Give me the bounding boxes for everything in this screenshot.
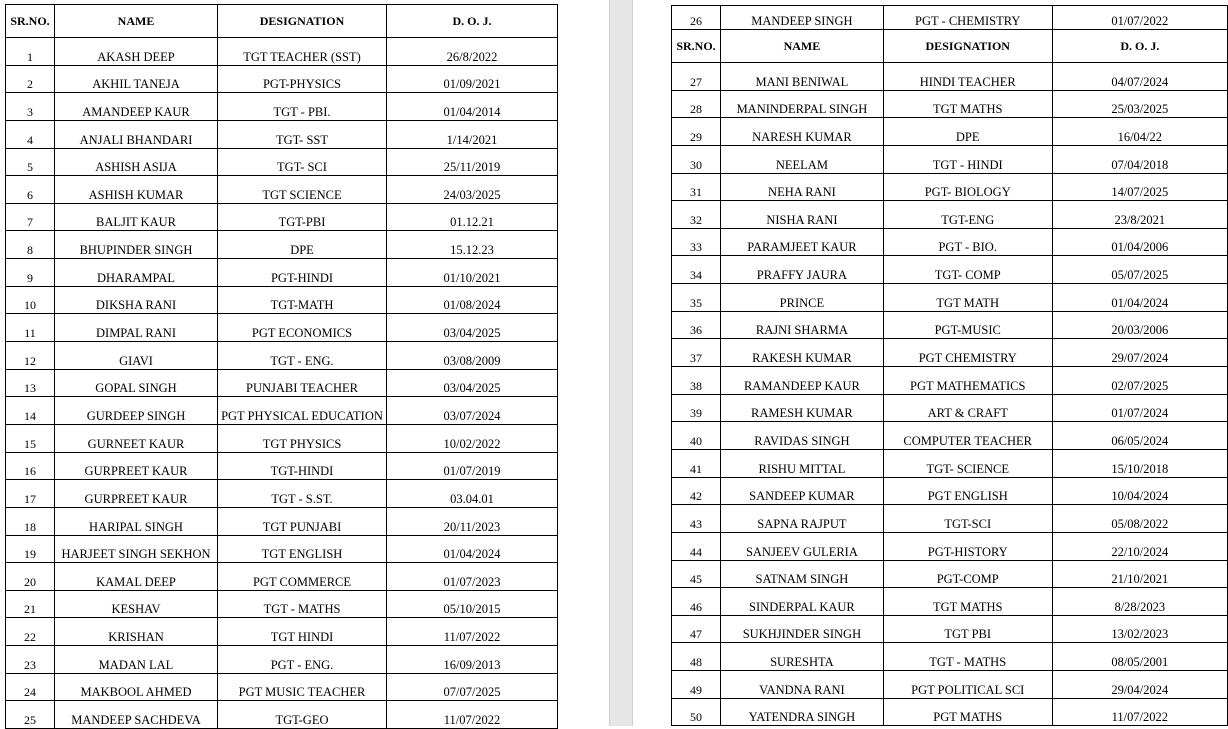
cell-name: GURPREET KAUR (55, 452, 218, 480)
cell-name: VANDNA RANI (720, 671, 883, 699)
cell-name: SAPNA RAJPUT (720, 505, 883, 533)
cell-doj: 01/07/2023 (387, 563, 558, 591)
cell-doj: 05/10/2015 (387, 590, 558, 618)
cell-designation: TGT-GEO (218, 701, 387, 729)
cell-name: DIKSHA RANI (55, 286, 218, 314)
header-sr-no: SR.NO. (6, 5, 55, 38)
header-row (6, 5, 558, 38)
table-row (6, 646, 558, 674)
cell-sr-no: 8 (6, 231, 55, 259)
table-row (6, 673, 558, 701)
cell-doj: 14/07/2025 (1052, 173, 1227, 201)
cell-sr-no: 5 (6, 148, 55, 176)
table-row (6, 507, 558, 535)
cell-designation: PGT-COMP (883, 560, 1052, 588)
cell-doj: 05/08/2022 (1052, 505, 1227, 533)
table-row (6, 590, 558, 618)
cell-designation: PGT MUSIC TEACHER (218, 673, 387, 701)
header-designation: DESIGNATION (218, 5, 387, 38)
cell-sr-no: 46 (672, 588, 721, 616)
cell-name: ANJALI BHANDARI (55, 120, 218, 148)
cell-sr-no: 21 (6, 590, 55, 618)
cell-designation: PGT ECONOMICS (218, 314, 387, 342)
cell-sr-no: 42 (672, 477, 721, 505)
cell-name: DHARAMPAL (55, 259, 218, 287)
table-row (672, 118, 1228, 146)
table-row (6, 701, 558, 729)
cell-name: SATNAM SINGH (720, 560, 883, 588)
cell-designation: TGT MATHS (883, 90, 1052, 118)
cell-doj: 11/07/2022 (387, 618, 558, 646)
cell-doj: 29/07/2024 (1052, 339, 1227, 367)
cell-doj: 01/09/2021 (387, 65, 558, 93)
cell-name: SANJEEV GULERIA (720, 532, 883, 560)
cell-designation: PGT-HINDI (218, 259, 387, 287)
cell-sr-no: 35 (672, 284, 721, 312)
cell-designation: TGT PUNJABI (218, 507, 387, 535)
cell-doj: 03/08/2009 (387, 342, 558, 370)
cell-doj: 01/04/2024 (1052, 284, 1227, 312)
table-row (672, 588, 1228, 616)
table-row (6, 231, 558, 259)
table-row (6, 120, 558, 148)
cell-designation: TGT- SCI (218, 148, 387, 176)
cell-doj: 22/10/2024 (1052, 532, 1227, 560)
table-row (6, 424, 558, 452)
cell-sr-no: 17 (6, 480, 55, 508)
cell-name: PARAMJEET KAUR (720, 228, 883, 256)
cell-doj: 01/07/2019 (387, 452, 558, 480)
cell-sr-no: 4 (6, 120, 55, 148)
cell-sr-no: 20 (6, 563, 55, 591)
cell-sr-no: 27 (672, 63, 721, 91)
cell-doj: 03/04/2025 (387, 314, 558, 342)
table-row (672, 477, 1228, 505)
cell-name: RAJNI SHARMA (720, 311, 883, 339)
cell-designation: PGT-HISTORY (883, 532, 1052, 560)
cell-name: ASHISH KUMAR (55, 176, 218, 204)
table-row (672, 201, 1228, 229)
cell-sr-no: 48 (672, 643, 721, 671)
cell-name: KESHAV (55, 590, 218, 618)
cell-designation: PGT - CHEMISTRY (883, 6, 1052, 30)
cell-designation: TGT-SCI (883, 505, 1052, 533)
page-edge-left (609, 0, 610, 726)
cell-sr-no: 7 (6, 203, 55, 231)
table-row (6, 93, 558, 121)
cell-designation: PGT PHYSICAL EDUCATION (218, 397, 387, 425)
cell-name: AMANDEEP KAUR (55, 93, 218, 121)
cell-doj: 07/07/2025 (387, 673, 558, 701)
cell-name: NEHA RANI (720, 173, 883, 201)
cell-name: KAMAL DEEP (55, 563, 218, 591)
table-row (672, 284, 1228, 312)
cell-name: DIMPAL RANI (55, 314, 218, 342)
cell-sr-no: 31 (672, 173, 721, 201)
cell-designation: PGT- BIOLOGY (883, 173, 1052, 201)
cell-doj: 03/07/2024 (387, 397, 558, 425)
cell-designation: TGT- COMP (883, 256, 1052, 284)
cell-sr-no: 47 (672, 615, 721, 643)
cell-designation: COMPUTER TEACHER (883, 422, 1052, 450)
cell-sr-no: 6 (6, 176, 55, 204)
cell-sr-no: 22 (6, 618, 55, 646)
cell-sr-no: 33 (672, 228, 721, 256)
cell-doj: 13/02/2023 (1052, 615, 1227, 643)
header-doj: D. O. J. (387, 5, 558, 38)
cell-doj: 20/03/2006 (1052, 311, 1227, 339)
cell-sr-no: 3 (6, 93, 55, 121)
cell-doj: 01/04/2024 (387, 535, 558, 563)
table-row (672, 560, 1228, 588)
cell-name: KRISHAN (55, 618, 218, 646)
cell-sr-no: 50 (672, 698, 721, 726)
table-row (672, 643, 1228, 671)
cell-sr-no: 1 (6, 38, 55, 66)
table-row (672, 615, 1228, 643)
cell-doj: 29/04/2024 (1052, 671, 1227, 699)
cell-designation: PUNJABI TEACHER (218, 369, 387, 397)
cell-designation: HINDI TEACHER (883, 63, 1052, 91)
cell-designation: TGT HINDI (218, 618, 387, 646)
header-doj: D. O. J. (1052, 30, 1227, 63)
cell-name: SINDERPAL KAUR (720, 588, 883, 616)
cell-sr-no: 45 (672, 560, 721, 588)
cell-sr-no: 34 (672, 256, 721, 284)
table-row (6, 148, 558, 176)
cell-designation: TGT - HINDI (883, 145, 1052, 173)
cell-doj: 01/04/2014 (387, 93, 558, 121)
cell-name: NISHA RANI (720, 201, 883, 229)
page-edge-right (632, 0, 633, 726)
cell-doj: 01/04/2006 (1052, 228, 1227, 256)
cell-doj: 8/28/2023 (1052, 588, 1227, 616)
cell-name: NARESH KUMAR (720, 118, 883, 146)
cell-name: MANDEEP SINGH (720, 6, 883, 30)
cell-doj: 04/07/2024 (1052, 63, 1227, 91)
cell-name: SUKHJINDER SINGH (720, 615, 883, 643)
cell-name: MANDEEP SACHDEVA (55, 701, 218, 729)
cell-name: RISHU MITTAL (720, 449, 883, 477)
table-row (672, 63, 1228, 91)
cell-sr-no: 39 (672, 394, 721, 422)
cell-designation: PGT ENGLISH (883, 477, 1052, 505)
cell-doj: 07/04/2018 (1052, 145, 1227, 173)
header-sr-no: SR.NO. (672, 30, 721, 63)
cell-name: MANINDERPAL SINGH (720, 90, 883, 118)
cell-doj: 16/09/2013 (387, 646, 558, 674)
cell-sr-no: 41 (672, 449, 721, 477)
cell-sr-no: 49 (672, 671, 721, 699)
table-row (672, 339, 1228, 367)
cell-name: GIAVI (55, 342, 218, 370)
cell-sr-no: 25 (6, 701, 55, 729)
cell-name: HARIPAL SINGH (55, 507, 218, 535)
cell-name: RAKESH KUMAR (720, 339, 883, 367)
cell-doj: 10/04/2024 (1052, 477, 1227, 505)
cell-designation: ART & CRAFT (883, 394, 1052, 422)
cell-designation: PGT MATHEMATICS (883, 367, 1052, 395)
cell-doj: 11/07/2022 (1052, 698, 1227, 726)
cell-name: ASHISH ASIJA (55, 148, 218, 176)
table-row (6, 203, 558, 231)
table-row (672, 228, 1228, 256)
table-row (6, 535, 558, 563)
cell-designation: TGT- SST (218, 120, 387, 148)
cell-designation: TGT-HINDI (218, 452, 387, 480)
cell-doj: 20/11/2023 (387, 507, 558, 535)
staff-table-page-1 (5, 4, 558, 729)
cell-doj: 05/07/2025 (1052, 256, 1227, 284)
header-row (672, 30, 1228, 63)
cell-doj: 25/03/2025 (1052, 90, 1227, 118)
cell-doj: 01.12.21 (387, 203, 558, 231)
cell-sr-no: 2 (6, 65, 55, 93)
cell-sr-no: 11 (6, 314, 55, 342)
table-row (6, 286, 558, 314)
cell-doj: 15.12.23 (387, 231, 558, 259)
cell-name: PRINCE (720, 284, 883, 312)
cell-designation: PGT - ENG. (218, 646, 387, 674)
cell-sr-no: 30 (672, 145, 721, 173)
cell-sr-no: 19 (6, 535, 55, 563)
cell-designation: TGT - MATHS (883, 643, 1052, 671)
table-row (672, 671, 1228, 699)
cell-designation: TGT ENGLISH (218, 535, 387, 563)
table-row (6, 342, 558, 370)
cell-sr-no: 38 (672, 367, 721, 395)
cell-designation: TGT- SCIENCE (883, 449, 1052, 477)
table-row (672, 505, 1228, 533)
cell-designation: TGT-PBI (218, 203, 387, 231)
cell-sr-no: 36 (672, 311, 721, 339)
cell-doj: 01/08/2024 (387, 286, 558, 314)
cell-sr-no: 37 (672, 339, 721, 367)
cell-designation: TGT - MATHS (218, 590, 387, 618)
cell-doj: 11/07/2022 (387, 701, 558, 729)
cell-name: MAKBOOL AHMED (55, 673, 218, 701)
staff-table-body-page-2 (672, 6, 1228, 726)
cell-doj: 1/14/2021 (387, 120, 558, 148)
cell-name: RAVIDAS SINGH (720, 422, 883, 450)
cell-sr-no: 10 (6, 286, 55, 314)
table-row (672, 422, 1228, 450)
cell-designation: PGT POLITICAL SCI (883, 671, 1052, 699)
cell-sr-no: 13 (6, 369, 55, 397)
cell-designation: PGT MATHS (883, 698, 1052, 726)
cell-doj: 15/10/2018 (1052, 449, 1227, 477)
cell-designation: TGT PHYSICS (218, 424, 387, 452)
cell-designation: TGT MATH (883, 284, 1052, 312)
table-row (672, 367, 1228, 395)
cell-name: SANDEEP KUMAR (720, 477, 883, 505)
cell-sr-no: 24 (6, 673, 55, 701)
cell-name: NEELAM (720, 145, 883, 173)
cell-doj: 26/8/2022 (387, 38, 558, 66)
cell-doj: 06/05/2024 (1052, 422, 1227, 450)
cell-doj: 08/05/2001 (1052, 643, 1227, 671)
table-row (672, 449, 1228, 477)
cell-name: PRAFFY JAURA (720, 256, 883, 284)
cell-sr-no: 18 (6, 507, 55, 535)
cell-name: HARJEET SINGH SEKHON (55, 535, 218, 563)
cell-sr-no: 26 (672, 6, 721, 30)
cell-name: AKASH DEEP (55, 38, 218, 66)
cell-designation: PGT COMMERCE (218, 563, 387, 591)
cell-designation: TGT PBI (883, 615, 1052, 643)
table-row (672, 173, 1228, 201)
header-name: NAME (55, 5, 218, 38)
cell-doj: 01/07/2022 (1052, 6, 1227, 30)
cell-name: YATENDRA SINGH (720, 698, 883, 726)
cell-doj: 16/04/22 (1052, 118, 1227, 146)
cell-doj: 24/03/2025 (387, 176, 558, 204)
cell-designation: TGT - ENG. (218, 342, 387, 370)
table-row (6, 259, 558, 287)
table-row (6, 452, 558, 480)
table-row (6, 314, 558, 342)
cell-designation: TGT MATHS (883, 588, 1052, 616)
cell-name: MADAN LAL (55, 646, 218, 674)
table-row (672, 256, 1228, 284)
header-name: NAME (720, 30, 883, 63)
cell-sr-no: 9 (6, 259, 55, 287)
cell-name: GOPAL SINGH (55, 369, 218, 397)
table-row (6, 65, 558, 93)
cell-designation: TGT-ENG (883, 201, 1052, 229)
cell-designation: PGT - BIO. (883, 228, 1052, 256)
cell-sr-no: 43 (672, 505, 721, 533)
table-row (672, 90, 1228, 118)
cell-doj: 03/04/2025 (387, 369, 558, 397)
table-row (672, 145, 1228, 173)
cell-name: MANI BENIWAL (720, 63, 883, 91)
cell-designation: DPE (218, 231, 387, 259)
cell-doj: 01/07/2024 (1052, 394, 1227, 422)
page-gap (609, 0, 633, 726)
table-row (672, 698, 1228, 726)
cell-doj: 25/11/2019 (387, 148, 558, 176)
cell-sr-no: 23 (6, 646, 55, 674)
table-row (672, 6, 1228, 30)
cell-designation: TGT - S.ST. (218, 480, 387, 508)
cell-designation: TGT - PBI. (218, 93, 387, 121)
staff-table-body-page-1 (6, 38, 558, 729)
cell-doj: 21/10/2021 (1052, 560, 1227, 588)
cell-sr-no: 28 (672, 90, 721, 118)
cell-sr-no: 16 (6, 452, 55, 480)
cell-designation: PGT-PHYSICS (218, 65, 387, 93)
table-row (6, 618, 558, 646)
cell-sr-no: 12 (6, 342, 55, 370)
cell-name: BHUPINDER SINGH (55, 231, 218, 259)
cell-name: BALJIT KAUR (55, 203, 218, 231)
cell-doj: 23/8/2021 (1052, 201, 1227, 229)
table-row (6, 397, 558, 425)
table-row (6, 480, 558, 508)
cell-sr-no: 40 (672, 422, 721, 450)
cell-designation: TGT-MATH (218, 286, 387, 314)
cell-doj: 10/02/2022 (387, 424, 558, 452)
cell-sr-no: 32 (672, 201, 721, 229)
cell-designation: TGT SCIENCE (218, 176, 387, 204)
cell-sr-no: 29 (672, 118, 721, 146)
cell-name: GURDEEP SINGH (55, 397, 218, 425)
cell-designation: PGT-MUSIC (883, 311, 1052, 339)
cell-designation: PGT CHEMISTRY (883, 339, 1052, 367)
table-row (6, 563, 558, 591)
table-row (6, 369, 558, 397)
cell-sr-no: 14 (6, 397, 55, 425)
cell-name: GURPREET KAUR (55, 480, 218, 508)
cell-doj: 03.04.01 (387, 480, 558, 508)
cell-name: SURESHTA (720, 643, 883, 671)
cell-doj: 02/07/2025 (1052, 367, 1227, 395)
cell-designation: DPE (883, 118, 1052, 146)
table-row (6, 38, 558, 66)
cell-sr-no: 44 (672, 532, 721, 560)
cell-doj: 01/10/2021 (387, 259, 558, 287)
table-row (672, 311, 1228, 339)
cell-name: RAMANDEEP KAUR (720, 367, 883, 395)
header-designation: DESIGNATION (883, 30, 1052, 63)
table-row (672, 394, 1228, 422)
table-row (6, 176, 558, 204)
cell-name: RAMESH KUMAR (720, 394, 883, 422)
table-row (672, 532, 1228, 560)
cell-name: GURNEET KAUR (55, 424, 218, 452)
staff-table-page-2 (671, 5, 1228, 726)
cell-designation: TGT TEACHER (SST) (218, 38, 387, 66)
cell-name: AKHIL TANEJA (55, 65, 218, 93)
cell-sr-no: 15 (6, 424, 55, 452)
